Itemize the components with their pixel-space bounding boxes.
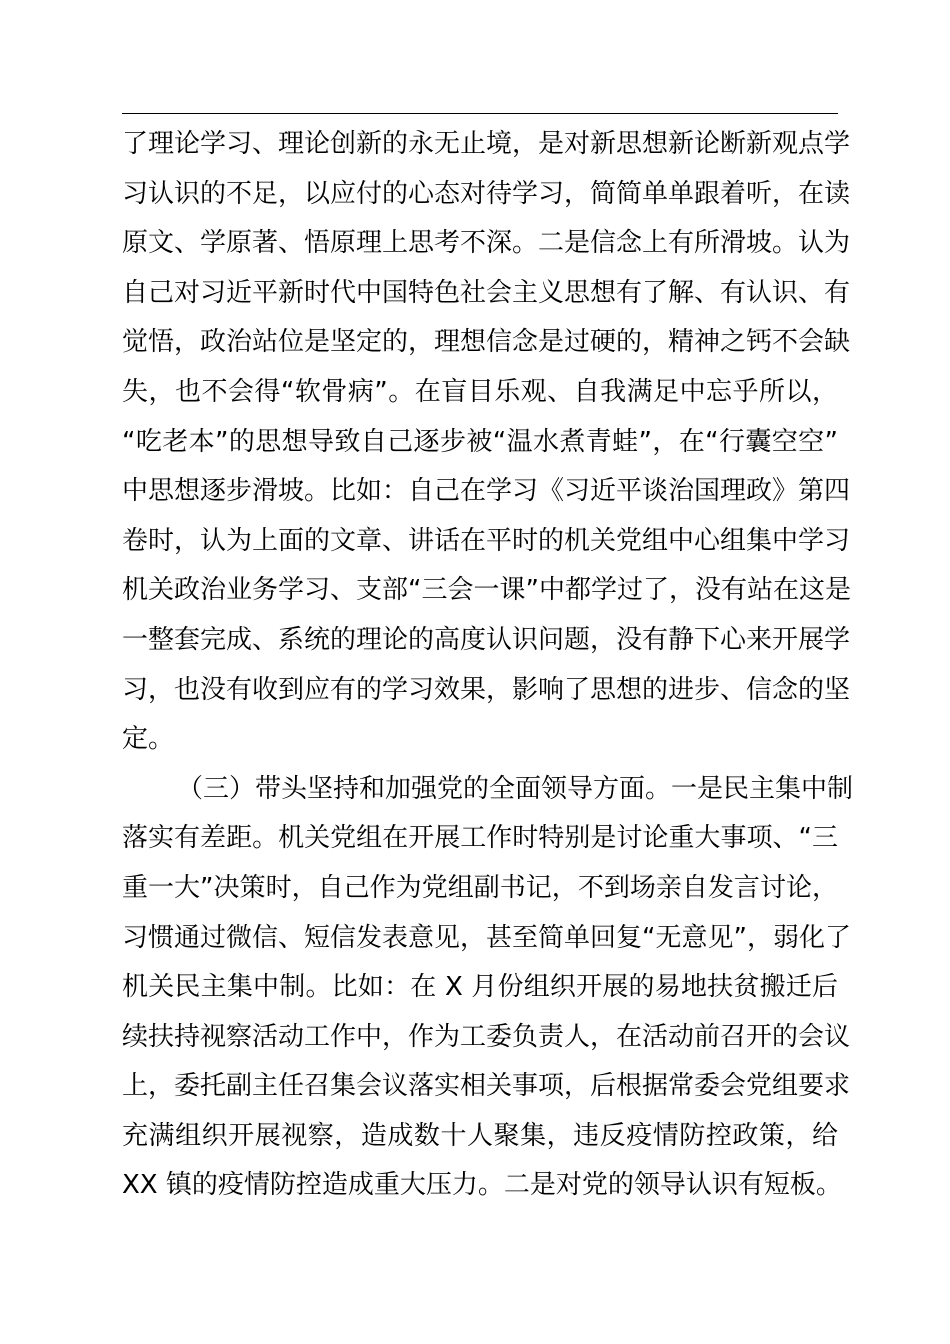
text-line: 落实有差距。机关党组在开展工作时特别是讨论重大事项、“三 <box>122 823 838 854</box>
text-line: 机关政治业务学习、支部“三会一课”中都学过了，没有站在这是 <box>122 575 851 606</box>
text-line: 充满组织开展视察，造成数十人聚集，违反疫情防控政策，给 <box>122 1120 838 1151</box>
text-line: “吃老本”的思想导致自己逐步被“温水煮青蛙”，在“行囊空空” <box>122 426 838 457</box>
text-line: 原文、学原著、悟原理上思考不深。二是信念上有所滑坡。认为 <box>122 228 851 259</box>
header-rule <box>122 113 838 114</box>
text-line: 了理论学习、理论创新的永无止境，是对新思想新论断新观点学 <box>122 129 851 159</box>
text-line: 习认识的不足，以应付的心态对待学习，简简单单跟着听，在读 <box>122 178 851 209</box>
text-line: XX 镇的疫情防控造成重大压力。二是对党的领导认识有短板。 <box>122 1170 842 1201</box>
text-line: 习，也没有收到应有的学习效果，影响了思想的进步、信念的坚 <box>122 674 851 705</box>
text-line: 觉悟，政治站位是坚定的，理想信念是过硬的，精神之钙不会缺 <box>122 327 851 358</box>
text-line: 一整套完成、系统的理论的高度认识问题，没有静下心来开展学 <box>122 624 851 655</box>
text-line: 自己对习近平新时代中国特色社会主义思想有了解、有认识、有 <box>122 277 851 308</box>
text-line: 卷时，认为上面的文章、讲话在平时的机关党组中心组集中学习 <box>122 525 851 556</box>
paragraph-end-line: 定。 <box>122 724 175 755</box>
text-line: 习惯通过微信、短信发表意见，甚至简单回复“无意见”，弱化了 <box>122 922 851 953</box>
document-body <box>122 120 854 1211</box>
text-line: 续扶持视察活动工作中，作为工委负责人，在活动前召开的会议 <box>122 1021 851 1052</box>
text-line: 失，也不会得“软骨病”。在盲目乐观、自我满足中忘乎所以， <box>122 376 838 407</box>
text-line: 机关民主集中制。比如：在 X 月份组织开展的易地扶贫搬迁后 <box>122 972 838 1003</box>
paragraph-start-line: （三）带头坚持和加强党的全面领导方面。一是民主集中制 <box>177 773 854 804</box>
text-line: 上，委托副主任召集会议落实相关事项，后根据常委会党组要求 <box>122 1071 851 1102</box>
text-line: 重一大”决策时，自己作为党组副书记，不到场亲自发言讨论， <box>122 872 838 903</box>
text-line: 中思想逐步滑坡。比如：自己在学习《习近平谈治国理政》第四 <box>122 476 851 507</box>
